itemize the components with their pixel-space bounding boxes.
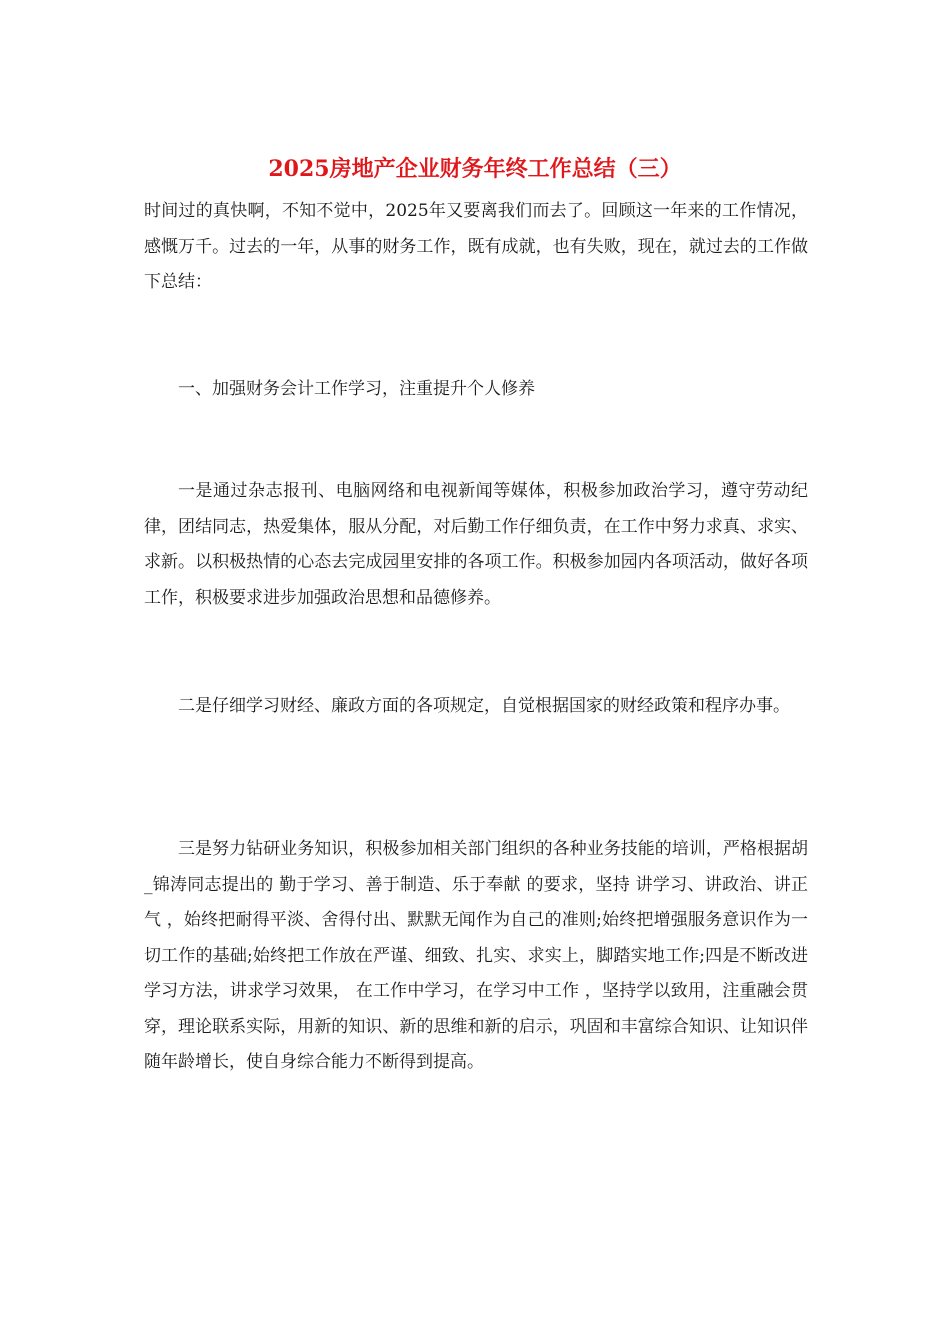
document-title: 2025房地产企业财务年终工作总结（三）: [268, 156, 682, 182]
section-heading: 一、加强财务会计工作学习，注重提升个人修养: [178, 379, 535, 399]
item-paragraph-2: 二是仔细学习财经、廉政方面的各项规定，自觉根据国家的财经政策和程序办事。: [178, 696, 790, 716]
item-paragraph-3: 三是努力钻研业务知识，积极参加相关部门组织的各种业务技能的培训，严格根据胡_锦涛同志提出的 勤于学习、善于制造、乐于奉献 的要求，坚持 讲学习、讲政治、讲正气 ，始终把耐得平淡、舍得付出、默默无闻作为自己的准则;始终把增强服务意识作为一切工作的基础;始终把工作放在严谨、细致、扎实、求实上，脚踏实地工作;四是不断改进学习方法，讲求学习效果， 在工作中学习，在学习中工作 ，坚持学以致用，注重融会贯穿，理论联系实际，用新的知识、新的思维和新的启示，巩固和丰富综合知识、让知识伴随年龄增长，使自身综合能力不断得到提高。: [144, 839, 808, 1072]
item-paragraph-1: 一是通过杂志报刊、电脑网络和电视新闻等媒体，积极参加政治学习，遵守劳动纪律，团结同志，热爱集体，服从分配，对后勤工作仔细负责，在工作中努力求真、求实、求新。以积极热情的心态去完成园里安排的各项工作。积极参加园内各项活动，做好各项工作，积极要求进步加强政治思想和品德修养。: [144, 481, 808, 608]
intro-paragraph: 时间过的真快啊，不知不觉中，2025年又要离我们而去了。回顾这一年来的工作情况，感慨万千。过去的一年，从事的财务工作，既有成就，也有失败，现在，就过去的工作做下总结：: [144, 201, 808, 292]
